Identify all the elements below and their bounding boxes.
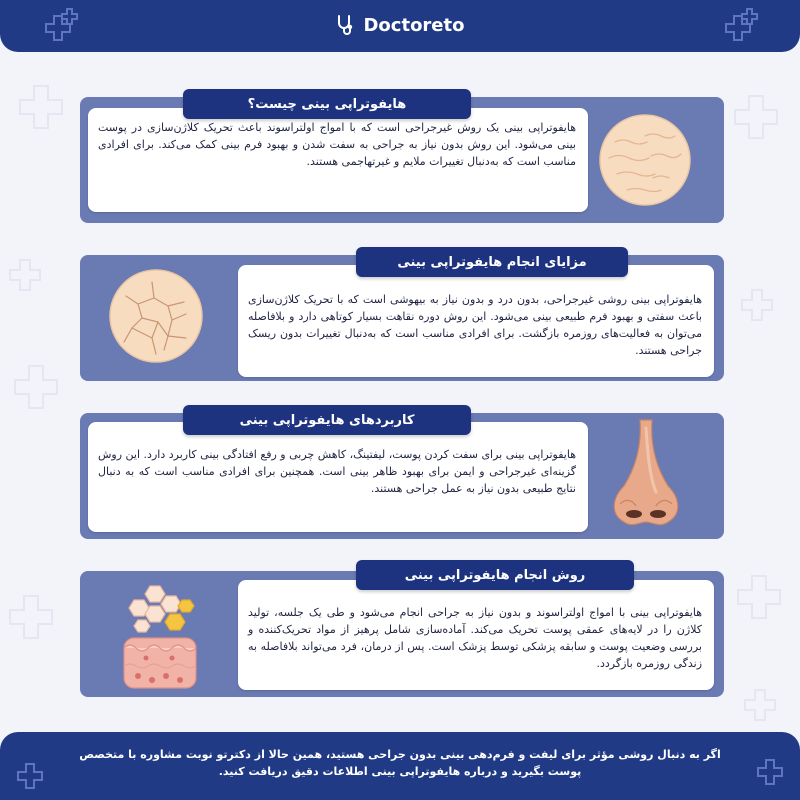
section-title-3: کاربردهای هایفوتراپی بینی — [183, 405, 471, 435]
section-card-3 — [88, 422, 588, 532]
skin-layers-collagen-icon — [110, 582, 210, 694]
section-body: هایفوتراپی بینی روشی غیرجراحی، بدون درد و بدون نیاز به بیهوشی است که با تحریک کلاژن‌سازی باعث سفتی و بهبود فرم طبیعی بینی می‌شود. این روش دوره نقاهت بسیار کوتاهی دارد و بلافاصله می‌توان به فعالیت‌های روزمره بازگشت. برای افرادی مناسب است که به‌دنبال تغییرات بدون ریسک جراحی هستند. — [248, 293, 702, 357]
footer-cta-text: اگر به دنبال روشی مؤثر برای لیفت و فرم‌دهی بینی بدون جراحی هستید، همین حالا از دکترتو نوبت مشاوره با متخصص پوست بگیرید و درباره هایفوتراپی بینی اطلاعات دقیق دریافت کنید. — [79, 748, 721, 778]
brand-name: Doctoreto — [363, 14, 465, 36]
section-card-4 — [238, 580, 714, 690]
header-bar — [0, 0, 800, 52]
section-title-2: مزایای انجام هایفوتراپی بینی — [356, 247, 628, 277]
cracked-skin-icon — [106, 266, 206, 366]
nose-icon — [606, 418, 686, 530]
section-card-1 — [88, 108, 588, 212]
medical-cross-icon — [12, 756, 52, 796]
smooth-skin-icon — [597, 112, 693, 208]
section-body: هایفوتراپی بینی با امواج اولتراسوند و بدون نیاز به جراحی انجام می‌شود و طی یک جلسه، تولید کلاژن را در لایه‌های عمقی پوست تحریک می‌کند. آماده‌سازی شامل پرهیز از مواد تحریک‌کننده و بررسی وضعیت پوست و سابقه پزشکی توسط پزشک است. پس از درمان، فرد می‌تواند بلافاصله به زندگی روزمره بازگردد. — [248, 606, 702, 670]
footer-banner — [0, 732, 800, 800]
brand-logo[interactable] — [0, 12, 800, 38]
section-card-2 — [238, 265, 714, 377]
stethoscope-icon — [335, 14, 355, 36]
section-title-1: هایفوتراپی بینی چیست؟ — [183, 89, 471, 119]
medical-cross-icon — [752, 752, 792, 792]
section-body: هایفوتراپی بینی یک روش غیرجراحی است که با امواج اولتراسوند باعث تحریک کلاژن‌سازی در پوست بینی می‌شود. این روش بدون نیاز به جراحی به سفت شدن و بهبود فرم بینی کمک می‌کند. برای افرادی مناسب است که به‌دنبال تغییرات ملایم و غیرتهاجمی هستند. — [98, 121, 576, 168]
section-title-4: روش انجام هایفوتراپی بینی — [356, 560, 634, 590]
section-body: هایفوتراپی بینی برای سفت کردن پوست، لیفتینگ، کاهش چربی و رفع افتادگی بینی کاربرد دارد. این روش گزینه‌ای غیرجراحی و ایمن برای بهبود ظاهر بینی است. همچنین برای افرادی مناسب است که به دنبال نتایج طبیعی بدون نیاز به عمل جراحی هستند. — [98, 448, 576, 495]
